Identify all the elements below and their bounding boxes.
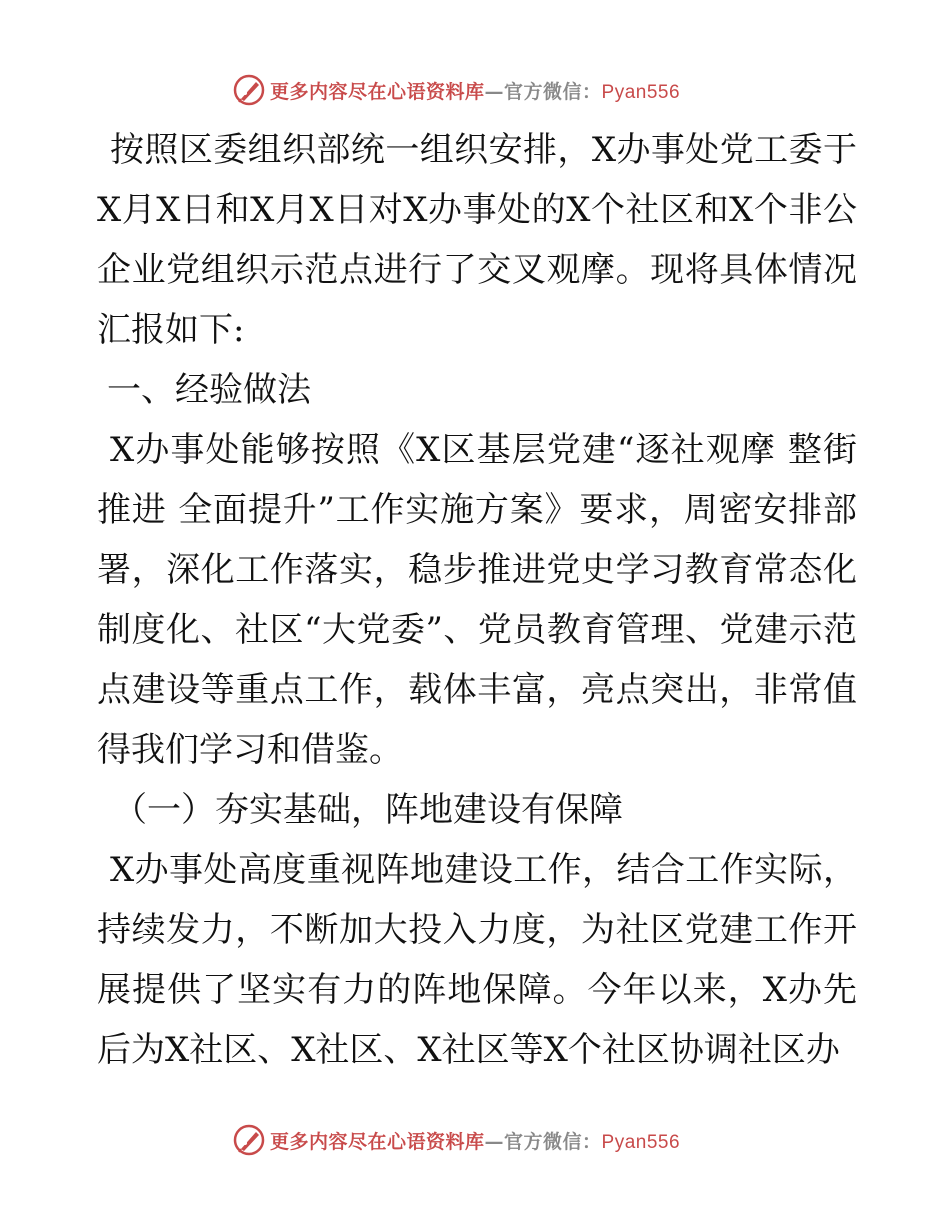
watermark-separator: — — [484, 1130, 505, 1153]
watermark-text — [270, 1127, 680, 1154]
document-body — [97, 120, 857, 1080]
watermark-brand: 更多内容尽在心语资料库 — [270, 80, 485, 103]
section-heading: 一、经验做法 — [107, 370, 311, 410]
watermark-separator: — — [484, 80, 505, 103]
watermark-brand: 更多内容尽在心语资料库 — [270, 1130, 485, 1153]
quill-pen-icon — [232, 1123, 266, 1157]
watermark-account-id: Pyan556 — [601, 81, 681, 103]
quill-pen-icon — [232, 73, 266, 107]
subsection-heading: （一）夯实基础，阵地建设有保障 — [113, 790, 623, 830]
watermark-official-label: 官方微信： — [504, 80, 602, 103]
intro-paragraph: 按照区委组织部统一组织安排，X办事处党工委于X月X日和X月X日对X办事处的X个社区和X个非公企业党组织示范点进行了交叉观摩。现将具体情况汇报如下: — [97, 130, 857, 350]
footer-watermark — [232, 1123, 712, 1157]
watermark-official-label: 官方微信： — [504, 1130, 602, 1153]
watermark-text — [270, 77, 680, 104]
watermark-account-id: Pyan556 — [601, 1131, 681, 1153]
body-paragraph: X办事处能够按照《X区基层党建“逐社观摩 整街推进 全面提升”工作实施方案》要求，周密安排部署，深化工作落实，稳步推进党史学习教育常态化制度化、社区“大党委”、党员教育管理、党建示范点建设等重点工作，载体丰富，亮点突出，非常值得我们学习和借鉴。 — [97, 430, 857, 770]
body-paragraph: X办事处高度重视阵地建设工作，结合工作实际，持续发力，不断加大投入力度，为社区党建工作开展提供了坚实有力的阵地保障。今年以来，X办先后为X社区、X社区、X社区等X个社区协调社区办 — [97, 850, 857, 1070]
header-watermark — [232, 73, 712, 107]
